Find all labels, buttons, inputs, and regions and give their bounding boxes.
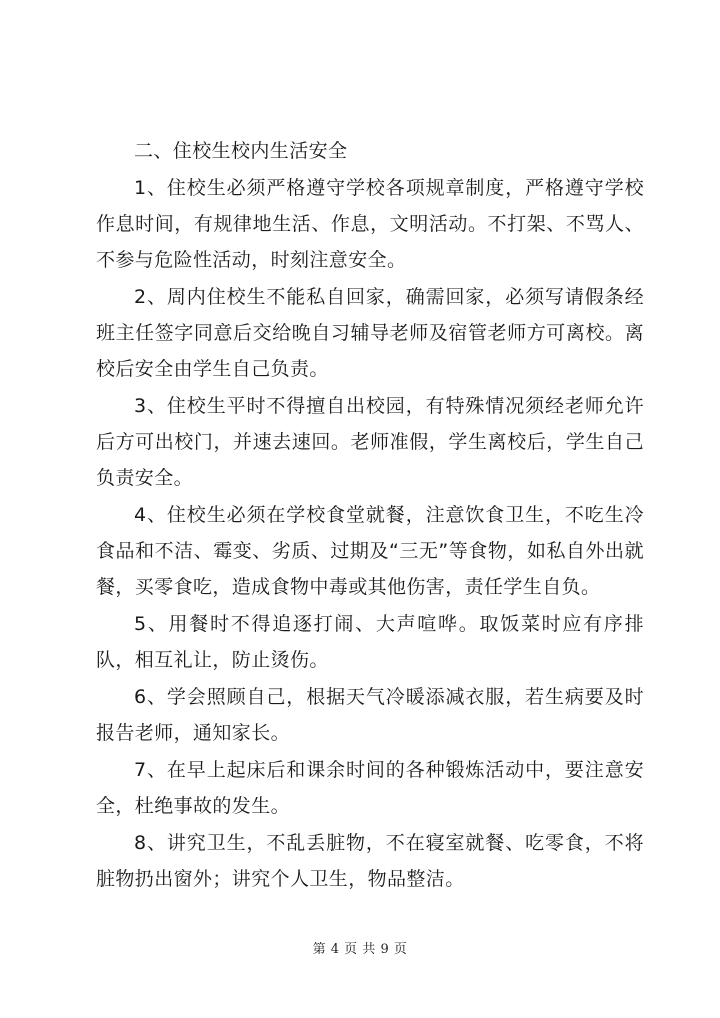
page-footer: 第 4 页 共 9 页: [312, 942, 408, 957]
paragraph-2: 2、周内住校生不能私自回家，确需回家，必须写请假条经班主任签字同意后交给晚自习辅导老师及宿管老师方可离校。离校后安全由学生自己负责。: [96, 286, 644, 380]
paragraph-4: 4、住校生必须在学校食堂就餐，注意饮食卫生，不吃生冷食品和不洁、霉变、劣质、过期及“三无”等食物，如私自外出就餐，买零食吃，造成食物中毒或其他伤害，责任学生自负。: [96, 504, 644, 598]
section-heading: 二、住校生校内生活安全: [134, 140, 348, 162]
document-body: [96, 133, 644, 898]
paragraph-7: 7、在早上起床后和课余时间的各种锻炼活动中，要注意安全，杜绝事故的发生。: [96, 759, 644, 817]
paragraph-5: 5、用餐时不得追逐打闹、大声喧哗。取饭菜时应有序排队，相互礼让，防止烫伤。: [96, 613, 644, 671]
paragraph-1: 1、住校生必须严格遵守学校各项规章制度，严格遵守学校作息时间，有规律地生活、作息，文明活动。不打架、不骂人、不参与危险性活动，时刻注意安全。: [96, 177, 644, 271]
paragraph-3: 3、住校生平时不得擅自出校园，有特殊情况须经老师允许后方可出校门，并速去速回。老师准假，学生离校后，学生自己负责安全。: [96, 395, 644, 489]
paragraph-8: 8、讲究卫生，不乱丢脏物，不在寝室就餐、吃零食，不将脏物扔出窗外；讲究个人卫生，物品整洁。: [96, 832, 644, 890]
paragraph-6: 6、学会照顾自己，根据天气冷暖添减衣服，若生病要及时报告老师，通知家长。: [96, 686, 644, 744]
